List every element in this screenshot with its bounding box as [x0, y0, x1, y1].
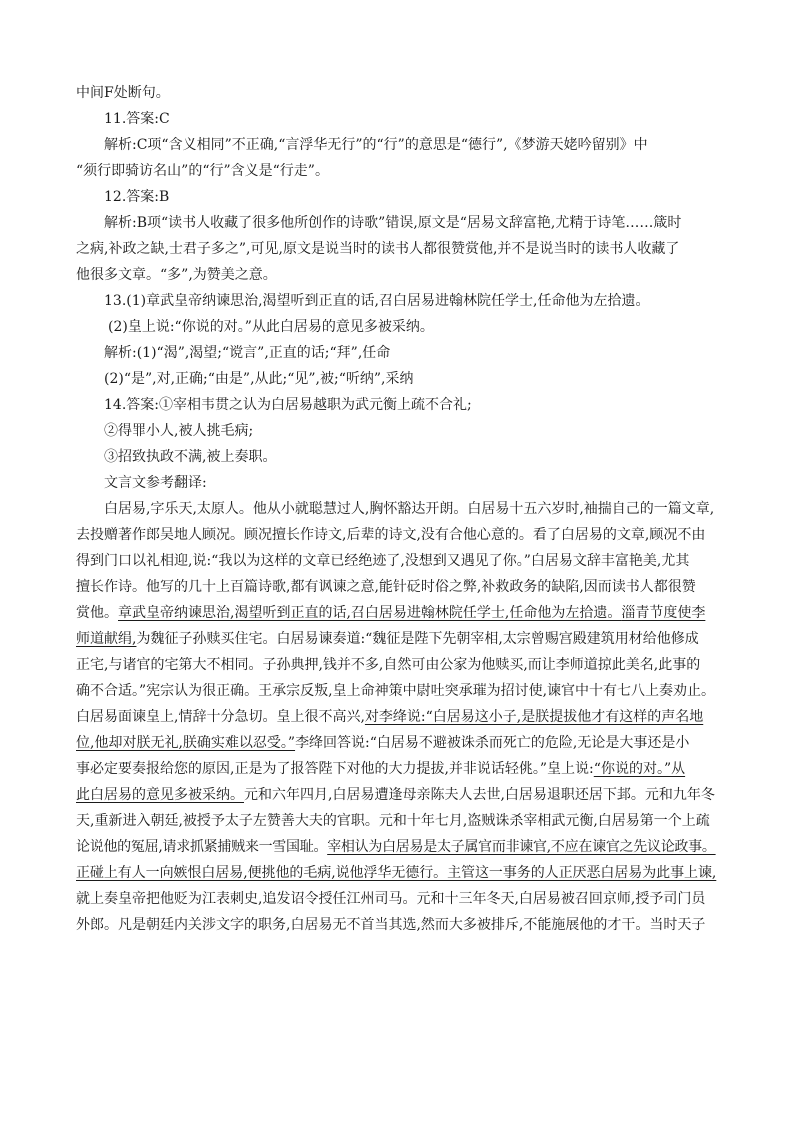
text-segment: 论说他的冤屈,请求抓紧捕贼来一雪国耻。 — [76, 839, 328, 855]
text-line: 之病,补政之缺,士君子多之”,可见,原文是说当时的读书人都很赞赏他,并不是说当时的读书人收藏了 — [76, 241, 680, 257]
translation-line: 得到门口以礼相迎,说:“我以为这样的文章已经绝迹了,没想到又遇见了你。”白居易文辞丰富艳美,尤其 — [76, 553, 690, 569]
translation-line: 擅长作诗。他写的几十上百篇诗歌,都有讽谏之意,能针砭时俗之弊,补救政务的缺陷,因而读书人都很赞 — [76, 579, 696, 595]
analysis-13-1: 解析:(1)“渴”,渴望;“谠言”,正直的话;“拜”,任命 — [104, 345, 391, 361]
underlined-segment: 对李绛说:“白居易这小子,是朕提拔他才有这样的声名地 — [364, 709, 704, 725]
translation-line: 正宅,与诸官的宅第大不相同。子孙典押,钱并不多,自然可由公家为他赎买,而让李师道掠此美名,此事的 — [76, 657, 701, 673]
underlined-segment: 师道献绢, — [76, 631, 137, 647]
translation-line: 就上奏皇帝把他贬为江表刺史,追发诏令授任江州司马。元和十三年冬天,白居易被召回京师,授予司门员 — [76, 891, 706, 907]
translation-line: 白居易,字乐天,太原人。他从小就聪慧过人,胸怀豁达开朗。白居易十五六岁时,袖揣自己的一篇文章, — [104, 501, 715, 517]
translation-line-underlined: 正碰上有人一向嫉恨白居易,便挑他的毛病,说他浮华无德行。主管这一事务的人正厌恶白居易为此事上谏, — [76, 865, 717, 881]
translation-line — [76, 730, 716, 756]
analysis-13-2: (2)“是”,对,正确;“由是”,从此;“见”,被;“听纳”,采纳 — [104, 371, 414, 387]
underlined-segment: 淄青节度使李 — [621, 605, 706, 621]
answer-14-point-3: ③招致执政不满,被上奏职。 — [104, 449, 277, 465]
analysis-11: 解析:C项“含义相同”不正确,“言浮华无行”的“行”的意思是“德行”,《梦游天姥吟留别》中 — [104, 137, 648, 153]
text-segment: 元和六年四月,白居易遭逢母亲陈夫人去世,白居易退职还居下邽。元和九年冬 — [244, 787, 715, 803]
analysis-12: 解析:B项“读书人收藏了很多他所创作的诗歌”错误,原文是“居易文辞富艳,尤精于诗笔……箴时 — [104, 215, 682, 231]
translation-heading: 文言文参考翻译: — [104, 475, 207, 491]
translation-line — [76, 756, 716, 782]
text-segment: 白居易面谏皇上,情辞十分急切。皇上很不高兴, — [76, 709, 365, 725]
underlined-segment: “你说的对。”从 — [593, 761, 686, 777]
translation-line: 外郎。凡是朝廷内关涉文字的职务,白居易无不首当其选,然而大多被排斥,不能施展他的才干。当时天子 — [76, 917, 706, 933]
underlined-segment: 位,他却对朕无礼,朕确实难以忍受。” — [76, 735, 296, 751]
text-segment: 李绛回答说:“白居易不避被诛杀而死亡的危险,无论是大事还是小 — [295, 735, 690, 751]
translation-line — [76, 600, 716, 626]
answer-13-2: (2)皇上说:“你说的对。”从此白居易的意见多被采纳。 — [108, 319, 434, 335]
translation-line — [76, 704, 716, 730]
answer-14-point-2: ②得罪小人,被人挑毛病; — [104, 423, 254, 439]
text-segment: 为魏征子孙赎买住宅。白居易谏奏道:“魏征是陛下先朝宰相,太宗曾赐宫殿建筑用材给他修成 — [136, 631, 699, 647]
answer-14: 14.答案:①宰相韦贯之认为白居易越职为武元衡上疏不合礼; — [104, 397, 472, 413]
translation-line — [76, 626, 716, 652]
answer-12: 12.答案:B — [104, 189, 170, 205]
text-line: 他很多文章。“多”,为赞美之意。 — [76, 267, 277, 283]
answer-13-1: 13.(1)章武皇帝纳谏思治,渴望听到正直的话,召白居易进翰林院任学士,任命他为左拾遗。 — [104, 293, 650, 309]
translation-line: 天,重新进入朝廷,被授予太子左赞善大夫的官职。元和十年七月,盗贼诛杀宰相武元衡,白居易第一个上疏 — [76, 813, 710, 829]
text-segment: 事必定要奏报给您的原因,正是为了报答陛下对他的大力提拔,并非说话轻佻。”皇上说: — [76, 761, 594, 777]
translation-line: 去投赠著作郎吴地人顾况。顾况擅长作诗文,后辈的诗文,没有合他心意的。看了白居易的文章,顾况不由 — [76, 527, 706, 543]
underlined-segment: 宰相认为白居易是太子属官而非谏官,不应在谏官之先议论政事。 — [327, 839, 716, 855]
text-line: “须行即骑访名山”的“行”含义是“行走”。 — [76, 163, 329, 179]
text-line: 中间F处断句。 — [76, 85, 170, 101]
text-segment: 赏他。 — [76, 605, 118, 621]
underlined-segment: 章武皇帝纳谏思治,渴望听到正直的话,召白居易进翰林院任学士,任命他为左拾遗。 — [118, 605, 622, 621]
translation-line: 确不合适。”宪宗认为很正确。王承宗反叛,皇上命神策中尉吐突承璀为招讨使,谏官中十有七八上奏劝止。 — [76, 683, 716, 699]
answer-11: 11.答案:C — [104, 111, 170, 127]
underlined-segment: 此白居易的意见多被采纳。 — [76, 787, 244, 803]
translation-line — [76, 782, 716, 808]
translation-line — [76, 834, 716, 860]
